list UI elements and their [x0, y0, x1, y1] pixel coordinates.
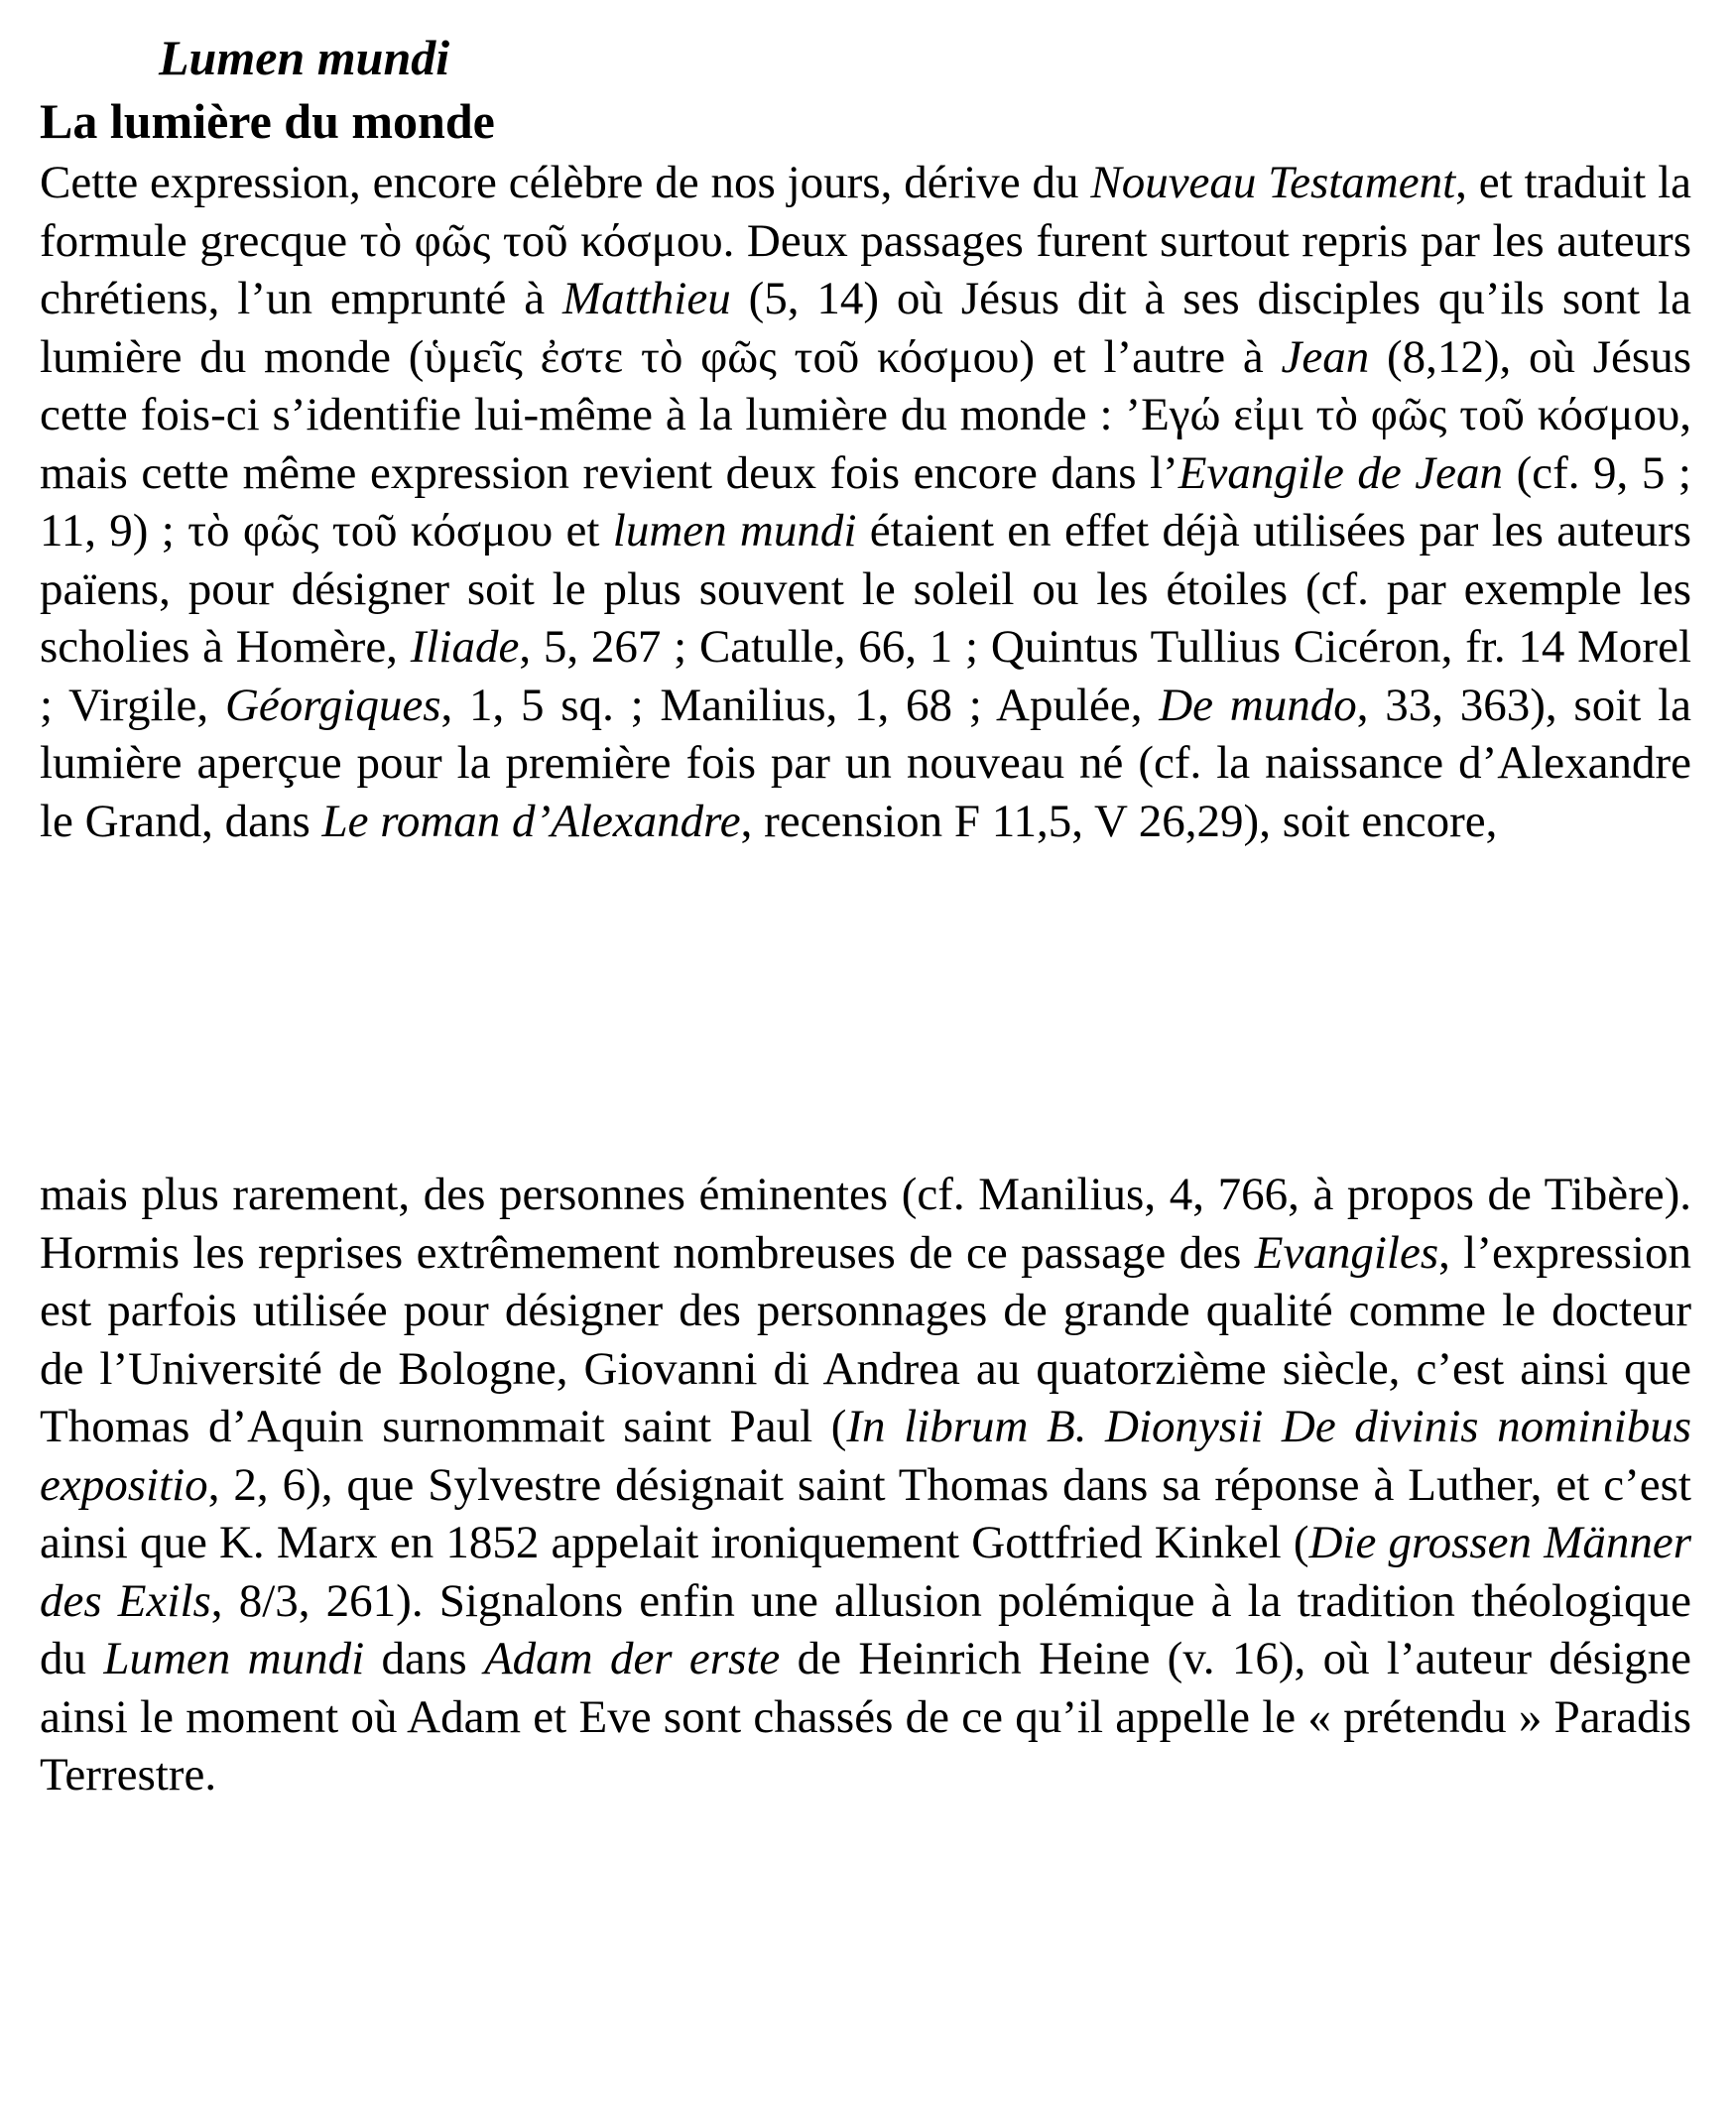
text-run: , 8/3, 261). Signalons enfin une allusion polémique à la tradition théologique du: [40, 1574, 1691, 1684]
text-run: Cette expression, encore célèbre de nos jours, dérive du: [40, 157, 1091, 208]
body-paragraph-part-2: [40, 1166, 1691, 1804]
text-run: de Heinrich Heine (v. 16), où l’auteur désigne ainsi le moment où Adam et Eve sont chassés de ce qu’il appelle le « prétendu » Paradis Terrestre.: [40, 1633, 1691, 1801]
italic-title-ref: Evangile de Jean: [1178, 446, 1504, 499]
text-run: étaient en effet déjà utilisées par les auteurs païens, pour désigner soit le plus souvent le soleil ou les étoiles (cf. par exemple les scholies à Homère,: [40, 505, 1691, 673]
italic-title-ref: Nouveau Testament: [1090, 157, 1456, 208]
text-run: mais plus rarement, des personnes éminentes (cf. Manilius, 4, 766, à propos de Tibère). Hormis les reprises extrêmement nombreuses de ce passage des: [40, 1169, 1691, 1279]
italic-title-ref: Evangiles: [1254, 1226, 1439, 1279]
text-run: , 33, 363), soit la lumière aperçue pour la première fois par un nouveau né (cf. la naissance d’Alexandre le Grand, dans: [40, 679, 1692, 847]
italic-title-ref: Jean: [1281, 330, 1370, 383]
text-run: , 1, 5 sq. ; Manilius, 1, 68 ; Apulée,: [440, 679, 1160, 731]
text-run: , l’expression est parfois utilisée pour désigner des personnages de grande qualité comme le docteur de l’Université de Bologne, Giovanni di Andrea au quatorzième siècle, c’est ainsi que Thomas d’Aquin surnommait saint Paul (: [40, 1226, 1691, 1452]
body-paragraph-part-1: [40, 154, 1691, 850]
italic-title-ref: Le roman d’Alexandre: [321, 795, 741, 847]
text-run: (cf. 9, 5 ; 11, 9) ; τὸ φῶς τοῦ κόσμου et: [40, 446, 1691, 557]
entry-title-latin: Lumen mundi: [159, 30, 450, 85]
italic-title-ref: In librum B. Dionysii De divinis nominibus expositio: [40, 1401, 1691, 1511]
italic-title-ref: Die grossen Männer des Exils: [40, 1517, 1691, 1627]
text-run: (8,12), où Jésus cette fois-ci s’identifie lui-même à la lumière du monde : ’Εγώ εἰμι τὸ φῶς τοῦ κόσμου, mais cette même expression revient deux fois encore dans l’: [40, 330, 1691, 499]
italic-title-ref: Iliade: [410, 621, 520, 673]
italic-title-ref: lumen mundi: [612, 505, 857, 557]
text-run: dans: [364, 1633, 484, 1684]
text-run: , recension F 11,5, V 26,29), soit encore,: [740, 795, 1498, 847]
italic-title-ref: Matthieu: [562, 273, 731, 324]
italic-title-ref: Lumen mundi: [103, 1633, 365, 1684]
entry-title-french: La lumière du monde: [40, 93, 495, 149]
italic-title-ref: Adam der erste: [483, 1633, 781, 1684]
text-run: , 2, 6), que Sylvestre désignait saint Thomas dans sa réponse à Luther, et c’est ainsi que K. Marx en 1852 appelait ironiquement Gottfried Kinkel (: [40, 1458, 1691, 1568]
text-run: , et traduit la formule grecque τὸ φῶς τοῦ κόσμου. Deux passages furent surtout repris par les auteurs chrétiens, l’un emprunté à: [40, 157, 1692, 324]
text-run: , 5, 267 ; Catulle, 66, 1 ; Quintus Tullius Cicéron, fr. 14 Morel ; Virgile,: [40, 621, 1692, 731]
text-run: (5, 14) où Jésus dit à ses disciples qu’ils sont la lumière du monde (ὑμεῖς ἐστε τὸ φῶς τοῦ κόσμου) et l’autre à: [40, 273, 1691, 383]
italic-title-ref: Géorgiques: [224, 679, 441, 731]
italic-title-ref: De mundo: [1159, 679, 1357, 731]
